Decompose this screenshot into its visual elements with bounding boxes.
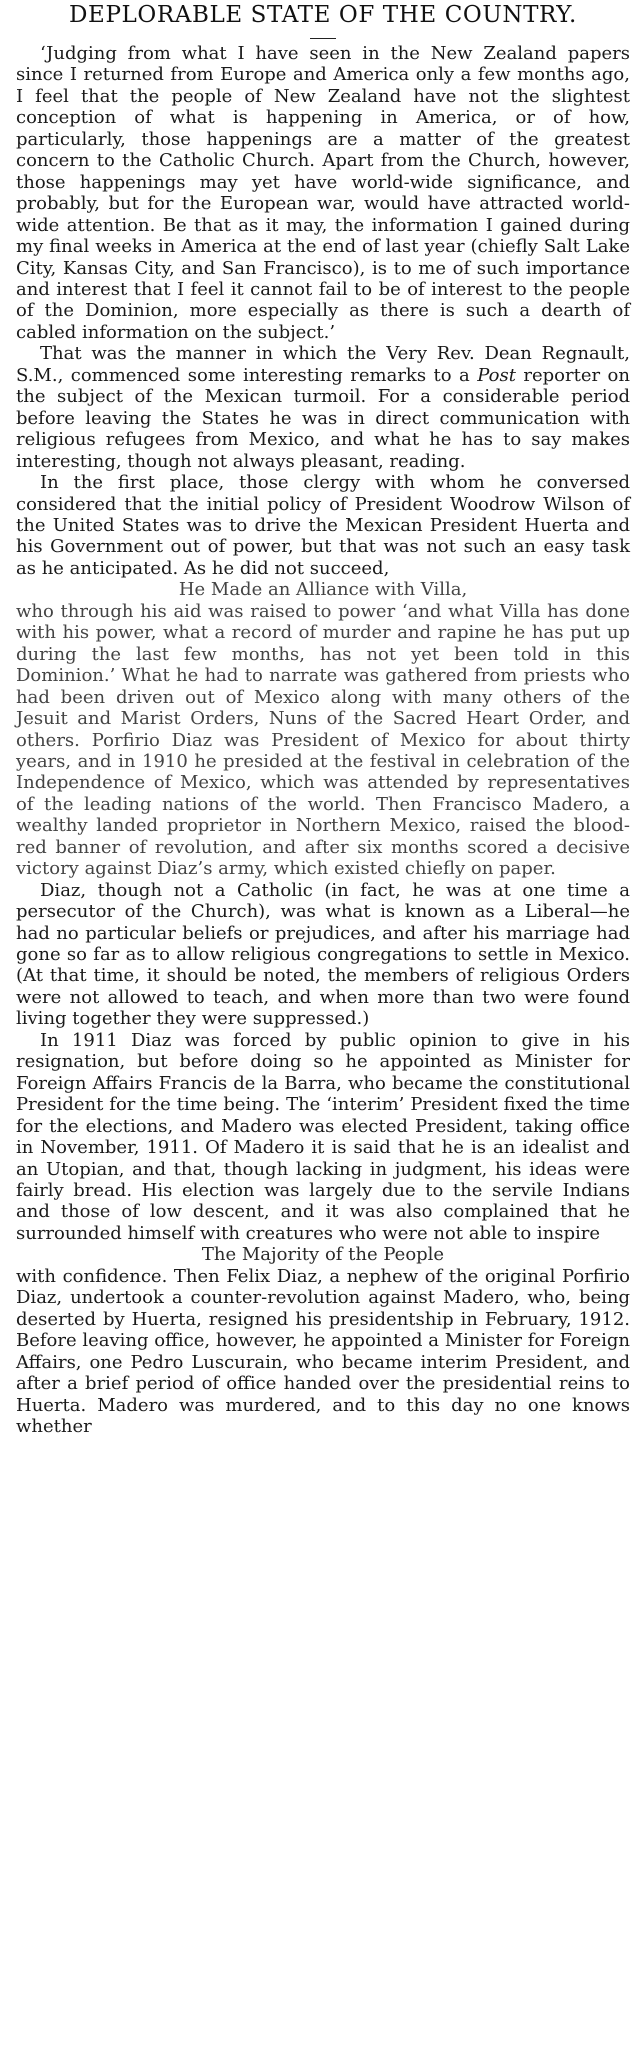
paragraph-dean-regnault-text-b: reporter on the subject of the Mexican turmoil. For a considerable period before leaving the States he was in direct communication with religious refugees from Mexico, and what he has to say makes interesting, though not always pleasant, reading. [16, 364, 630, 472]
subheading-majority-of-people: The Majority of the People [201, 1244, 445, 1266]
article-headline: DEPLORABLE STATE OF THE COUNTRY. [69, 2, 577, 28]
paragraph-1911-resignation: In 1911 Diaz was forced by public opinion to give in his resignation, but before doing so he appointed as Minister for Foreign Affairs Francis de la Barra, who became the constitutional President for the time being. The ‘interim’ President fixed the time for the elections, and Madero was elected President, taking office in November, 1911. Of Madero it is said that he is an idealist and an Utopian, and that, though lacking in judgment, his ideas were fairly bread. His election was largely due to the servile Indians and those of low descent, and it was also complained that he surrounded himself with creatures who were not able to inspire [16, 1029, 630, 1244]
post-newspaper-name: Post [477, 364, 516, 386]
paragraph-counter-revolution: with confidence. Then Felix Diaz, a nephew of the original Porfirio Diaz, undertook a counter-revolution against Madero, who, being deserted by Huerta, resigned his presidentship in February, 1912. Before leaving office, however, he appointed a Minister for Foreign Affairs, one Pedro Luscurain, who became interim President, and after a brief period of office handed over the presidential reins to Huerta. Madero was murdered, and to this day no one knows whether [16, 1265, 630, 1437]
subheading-alliance-with-villa: He Made an Alliance with Villa, [178, 579, 468, 601]
paragraph-villa-power: who through his aid was raised to power ‘and what Villa has done with his power, what a record of murder and rapine he has put up during the last few months, has not yet been told in this Dominion.’ What he had to narrate was gathered from priests who had been driven out of Mexico along with many others of the Jesuit and Marist Orders, Nuns of the Sacred Heart Order, and others. Porfirio Diaz was President of Mexico for about thirty years, and in 1910 he presided at the festival in celebration of the Independence of Mexico, which was attended by representatives of the leading nations of the world. Then Francisco Madero, a wealthy landed proprietor in Northern Mexico, raised the blood-red banner of revolution, and after six months scored a decisive victory against Diaz’s army, which existed chiefly on paper. [16, 600, 630, 880]
paragraph-dean-regnault [16, 343, 630, 472]
headline-rule [310, 38, 336, 39]
paragraph-diaz-liberal: Diaz, though not a Catholic (in fact, he was at one time a persecutor of the Church), was what is known as a Liberal—he had no particular beliefs or prejudices, and after his marriage had gone so far as to allow religious congregations to settle in Mexico. (At that time, it should be noted, the members of religious Orders were not allowed to teach, and when more than two were found living together they were suppressed.) [16, 879, 630, 1030]
paragraph-dean-regnault-text-a: That was the manner in which the Very Rev. Dean Regnault, S.M., commenced some interesting remarks to a [16, 343, 630, 386]
paragraph-opening-quote: ‘Judging from what I have seen in the New Zealand papers since I returned from Europe and America only a few months ago, I feel that the people of New Zealand have not the slightest conception of what is happening in America, or of how, particularly, those happenings are a matter of the greatest concern to the Catholic Church. Apart from the Church, however, those happenings may yet have world-wide significance, and probably, but for the European war, would have attracted world-wide attention. Be that as it may, the information I gained during my final weeks in America at the end of last year (chiefly Salt Lake City, Kansas City, and San Francisco), is to me of such importance and interest that I feel it cannot fail to be of interest to the people of the Dominion, more especially as there is such a dearth of cabled information on the subject.’ [16, 43, 630, 343]
paragraph-wilson-policy: In the first place, those clergy with whom he conversed considered that the initial policy of President Woodrow Wilson of the United States was to drive the Mexican President Huerta and his Government out of power, but that was not such an easy task as he anticipated. As he did not succeed, [16, 472, 630, 579]
